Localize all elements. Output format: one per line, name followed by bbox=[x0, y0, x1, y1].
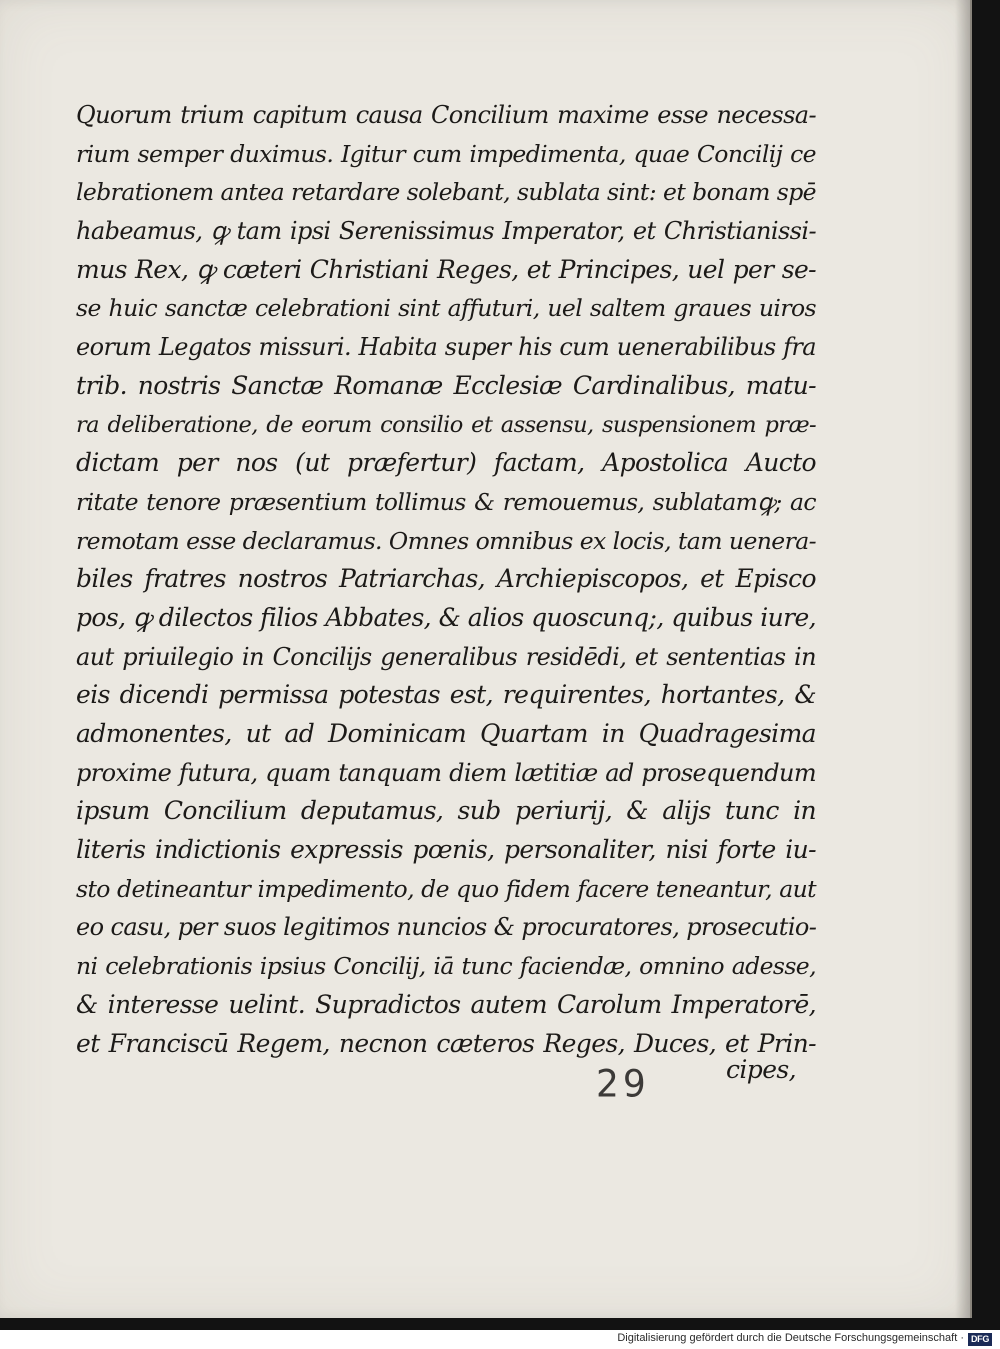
text-line: pos, ꝙ dilectos filios Abbates, & alios quoscunq;, quibus iure, bbox=[76, 602, 816, 632]
text-line: mus Rex, ꝙ cæteri Christiani Reges, et Principes, uel per se- bbox=[76, 254, 816, 284]
text-line: ritate tenore præsentium tollimus & remouemus, sublatamꝙ; ac bbox=[76, 487, 816, 516]
text-line: eo casu, per suos legitimos nuncios & procuratores, prosecutio- bbox=[76, 913, 817, 942]
text-line: sto detineantur impedimento, de quo fidem facere teneantur, aut bbox=[76, 874, 816, 903]
text-line: aut priuilegio in Concilijs generalibus residēdi, et sententias in bbox=[76, 642, 816, 671]
text-line: & interesse uelint. Supradictos autem Carolum Imperatorē, bbox=[76, 989, 816, 1019]
text-line: se huic sanctæ celebrationi sint affuturi, uel saltem graues uiros bbox=[76, 294, 816, 323]
text-line: ni celebrationis ipsius Concilij, iā tunc faciendæ, omnino adesse, bbox=[76, 952, 816, 981]
text-line: proxime futura, quam tanquam diem lætitiæ ad prosequendum bbox=[76, 758, 816, 787]
text-line: lebrationem antea retardare solebant, sublata sint: et bonam spē bbox=[76, 178, 816, 207]
funding-credit: Digitalisierung gefördert durch die Deutsche Forschungsgemeinschaft · bbox=[617, 1332, 964, 1344]
footer-bar bbox=[0, 1330, 1000, 1349]
text-line: Quorum trium capitum causa Concilium maxime esse necessa- bbox=[76, 101, 816, 129]
text-line: eis dicendi permissa potestas est, requirentes, hortantes, & bbox=[76, 680, 816, 710]
text-line: dictam per nos (ut præfertur) factam, Apostolica Aucto bbox=[76, 448, 816, 478]
catchword: cipes, bbox=[726, 1055, 796, 1084]
text-line: rium semper duximus. Igitur cum impedimenta, quae Concilij ce bbox=[76, 139, 816, 168]
text-line: ipsum Concilium deputamus, sub periurij, & alijs tunc in bbox=[76, 796, 816, 826]
text-line: eorum Legatos missuri. Habita super his cum uenerabilibus fra bbox=[76, 333, 816, 362]
text-line: et Franciscū Regem, necnon cæteros Reges, Duces, et Prin- bbox=[76, 1028, 816, 1058]
page-edge-shadow bbox=[955, 0, 970, 1318]
text-line: trib. nostris Sanctæ Romanæ Ecclesiæ Cardinalibus, matu- bbox=[76, 370, 816, 400]
text-line: literis indictionis expressis pœnis, personaliter, nisi forte iu- bbox=[76, 835, 816, 865]
body-text bbox=[76, 96, 816, 1063]
text-line: admonentes, ut ad Dominicam Quartam in Quadragesima bbox=[76, 719, 816, 748]
handwritten-folio-number: 29 bbox=[596, 1062, 650, 1107]
text-line: habeamus, ꝙ tam ipsi Serenissimus Imperator, et Christianissi- bbox=[76, 217, 816, 246]
text-line: ra deliberatione, de eorum consilio et assensu, suspensionem præ- bbox=[76, 411, 816, 438]
dfg-logo-icon: DFG bbox=[968, 1333, 992, 1346]
text-line: biles fratres nostros Patriarchas, Archiepiscopos, et Episco bbox=[76, 564, 816, 594]
text-line: remotam esse declaramus. Omnes omnibus ex locis, tam uenera- bbox=[76, 526, 816, 555]
